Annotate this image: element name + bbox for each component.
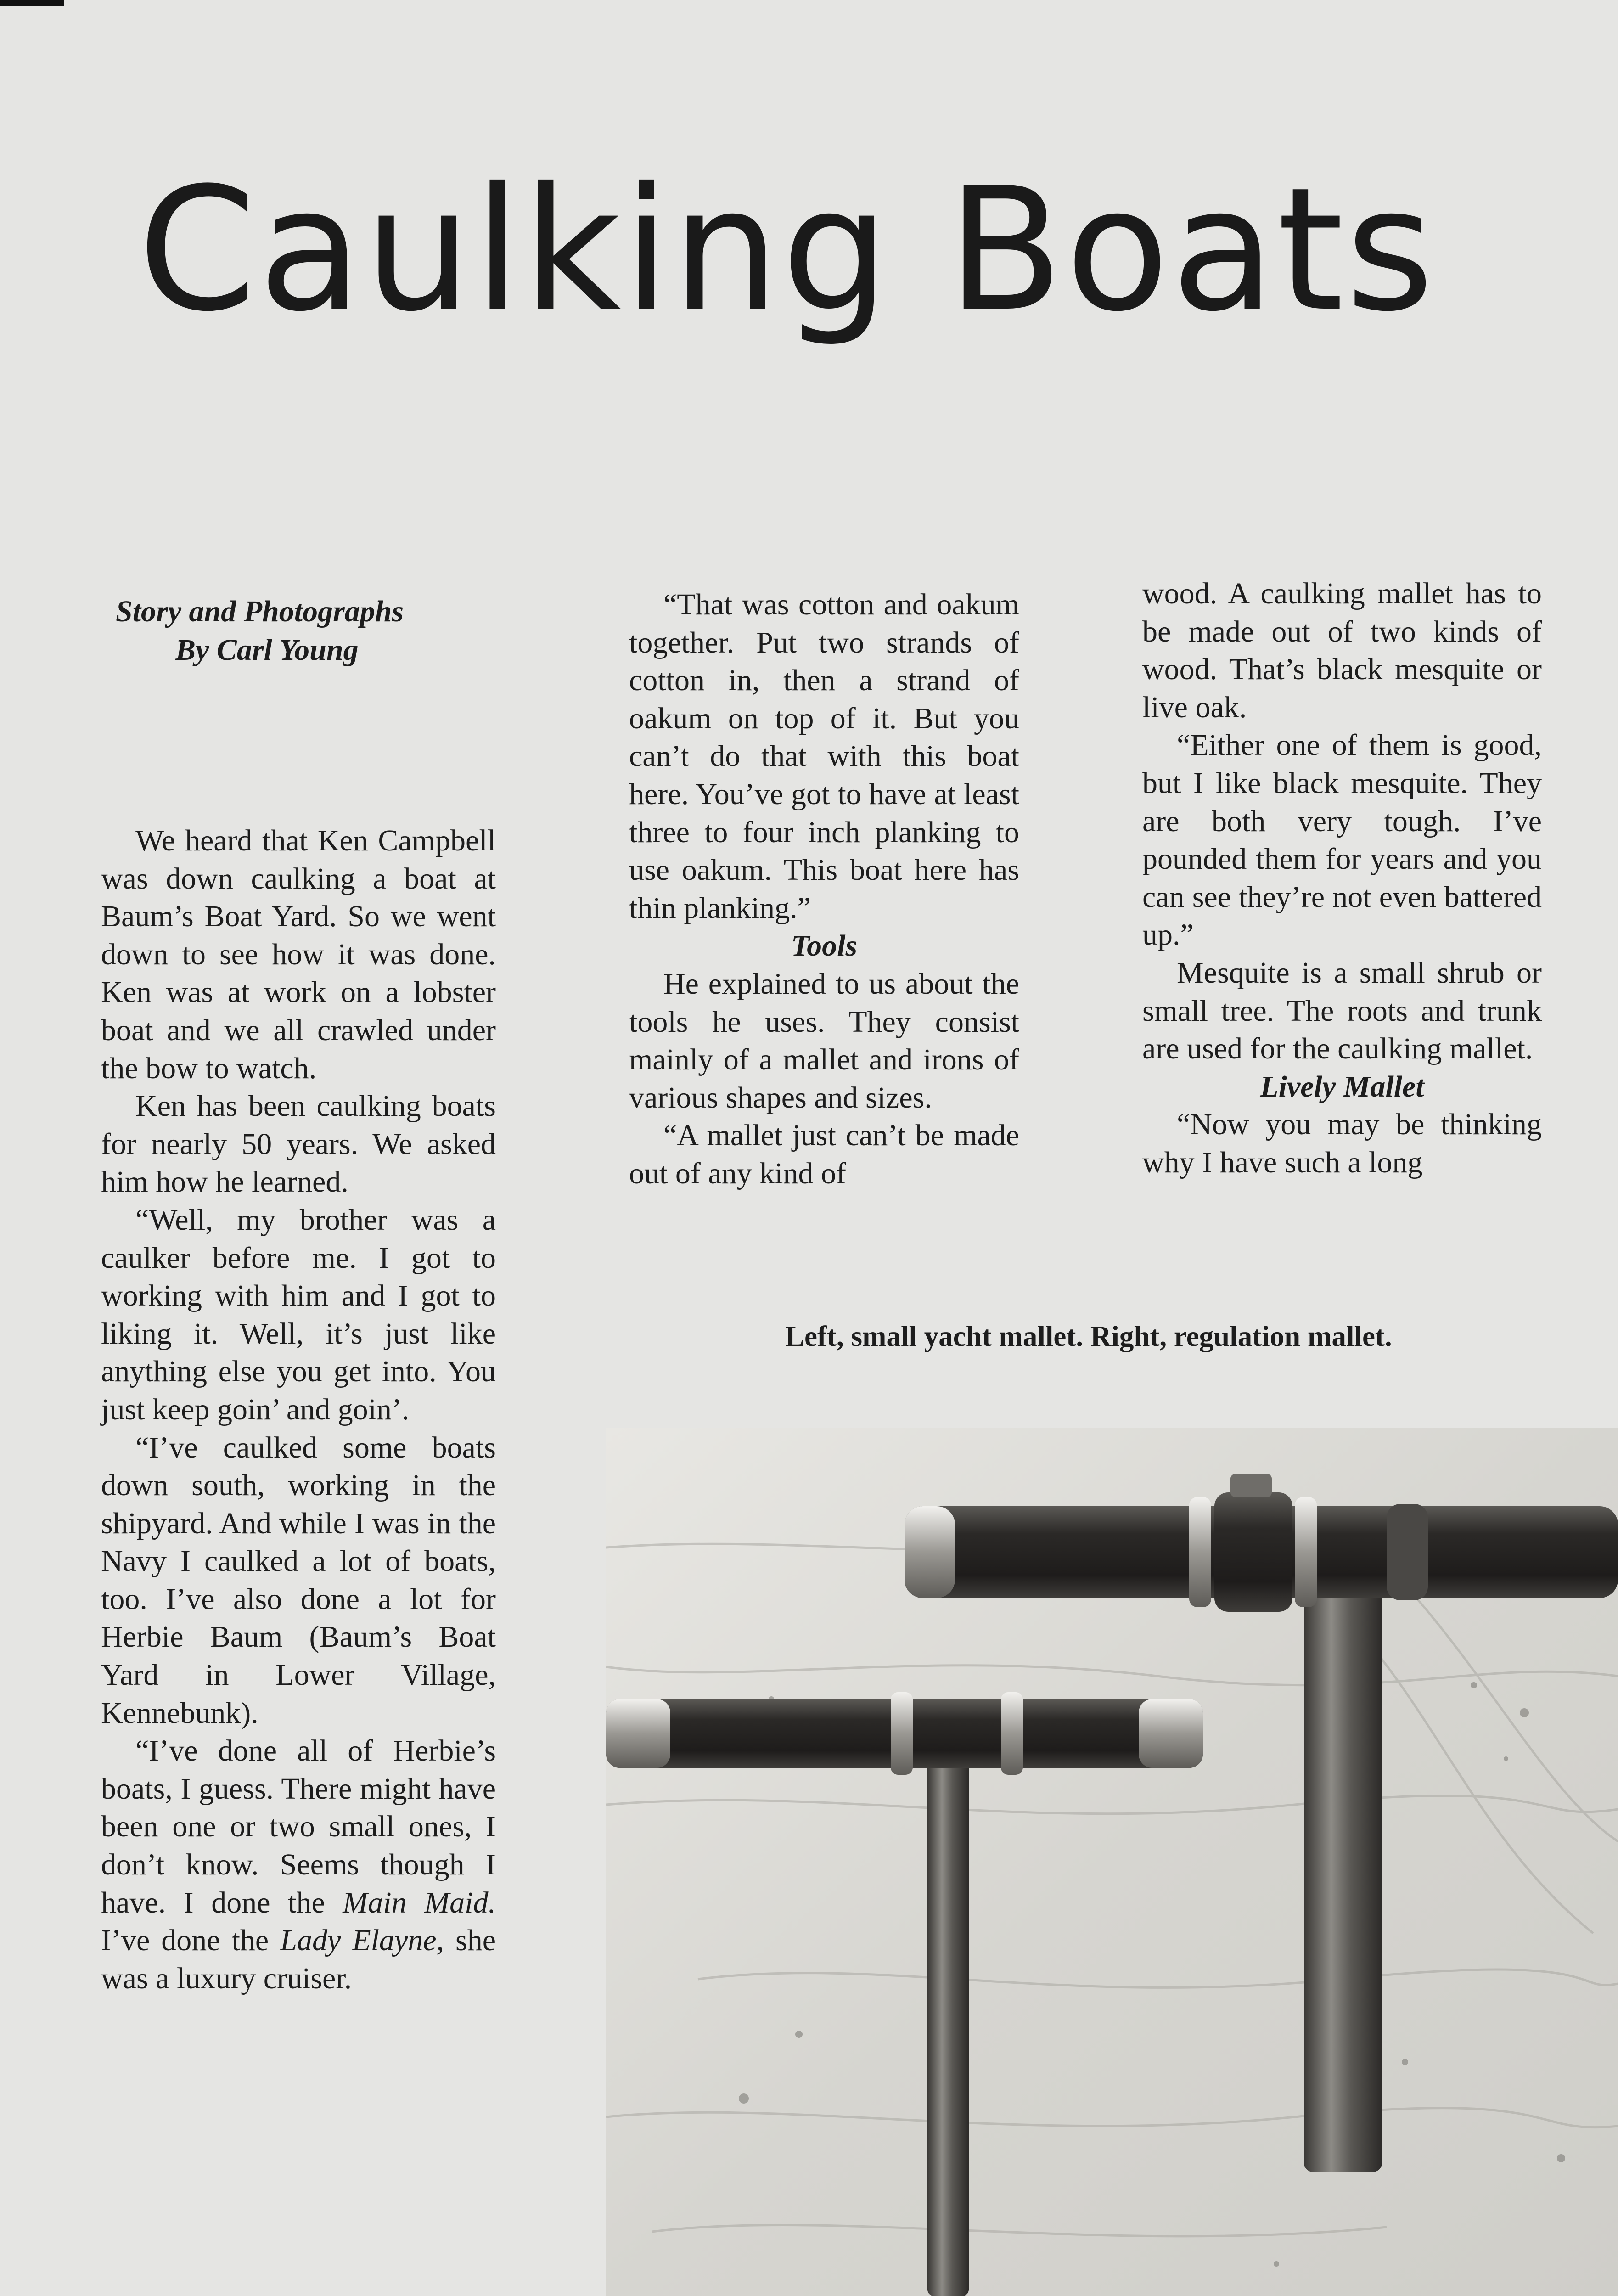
text-column-3 bbox=[1142, 575, 1542, 1182]
article-title: Caulking Boats bbox=[138, 152, 1436, 349]
mallets-photo bbox=[606, 1428, 1618, 2296]
byline bbox=[116, 592, 511, 670]
byline-line-1: Story and Photographs bbox=[116, 595, 404, 628]
paragraph: “A mallet just can’t be made out of any kind of bbox=[629, 1119, 1019, 1190]
byline-line-2: By Carl Young bbox=[175, 633, 359, 667]
paragraph: “Either one of them is good, but I like black mesquite. They are both very tough. I’ve pounded them for years and you can see they’re not even battered up.” bbox=[1142, 728, 1542, 952]
paragraph: He explained to us about the tools he uses. They consist mainly of a mallet and irons of various shapes and sizes. bbox=[629, 967, 1019, 1114]
corner-registration-mark bbox=[0, 0, 64, 6]
paragraph bbox=[101, 1732, 496, 1998]
paragraph-text: she was a luxury cruiser. bbox=[101, 1924, 496, 1995]
paragraph: Mesquite is a small shrub or small tree. The roots and trunk are used for the caulking mallet. bbox=[1142, 956, 1542, 1066]
paragraph: “I’ve caulked some boats down south, working in the shipyard. And while I was in the Navy I caulked a lot of boats, too. I’ve also done a lot for Herbie Baum (Baum’s Boat Yard in Lower Village, Kennebunk). bbox=[101, 1430, 496, 1730]
boat-name-main-maid: Main Maid. bbox=[343, 1885, 496, 1919]
boat-name-lady-elayne: Lady Elayne, bbox=[280, 1924, 444, 1958]
paragraph: We heard that Ken Campbell was down caulking a boat at Baum’s Boat Yard. So we went down to see how it was done. Ken was at work on a lobster boat and we all crawled under the bow to watch. bbox=[101, 824, 496, 1085]
paragraph: “Well, my brother was a caulker before me. I got to working with him and I got to liking it. Well, it’s just like anything else you get into. You just keep goin’ and goin’. bbox=[101, 1203, 496, 1426]
subheading-lively-mallet: Lively Mallet bbox=[1260, 1069, 1424, 1103]
paragraph: Ken has been caulking boats for nearly 50 years. We asked him how he learned. bbox=[101, 1089, 496, 1199]
paragraph-text: “I’ve done all of Herbie’s boats, I guess. There might have been one or two small ones, I don’t know. Seems though I have. I done the bbox=[101, 1734, 496, 1919]
paragraph-text: I’ve done the bbox=[101, 1924, 281, 1958]
text-column-1 bbox=[101, 822, 496, 1998]
subheading-tools: Tools bbox=[791, 929, 858, 963]
paragraph: “That was cotton and oakum together. Put two strands of cotton in, then a strand of oakum on top of it. But you can’t do that with this boat here. You’ve got to have at least three to four inch planking to use oakum. This boat here has thin planking.” bbox=[629, 588, 1019, 925]
photo-caption: Left, small yacht mallet. Right, regulation mallet. bbox=[785, 1320, 1392, 1352]
text-column-2 bbox=[629, 586, 1019, 1193]
paragraph: wood. A caulking mallet has to be made out of two kinds of wood. That’s black mesquite or live oak. bbox=[1142, 577, 1542, 724]
paragraph: “Now you may be thinking why I have such a long bbox=[1142, 1108, 1542, 1179]
